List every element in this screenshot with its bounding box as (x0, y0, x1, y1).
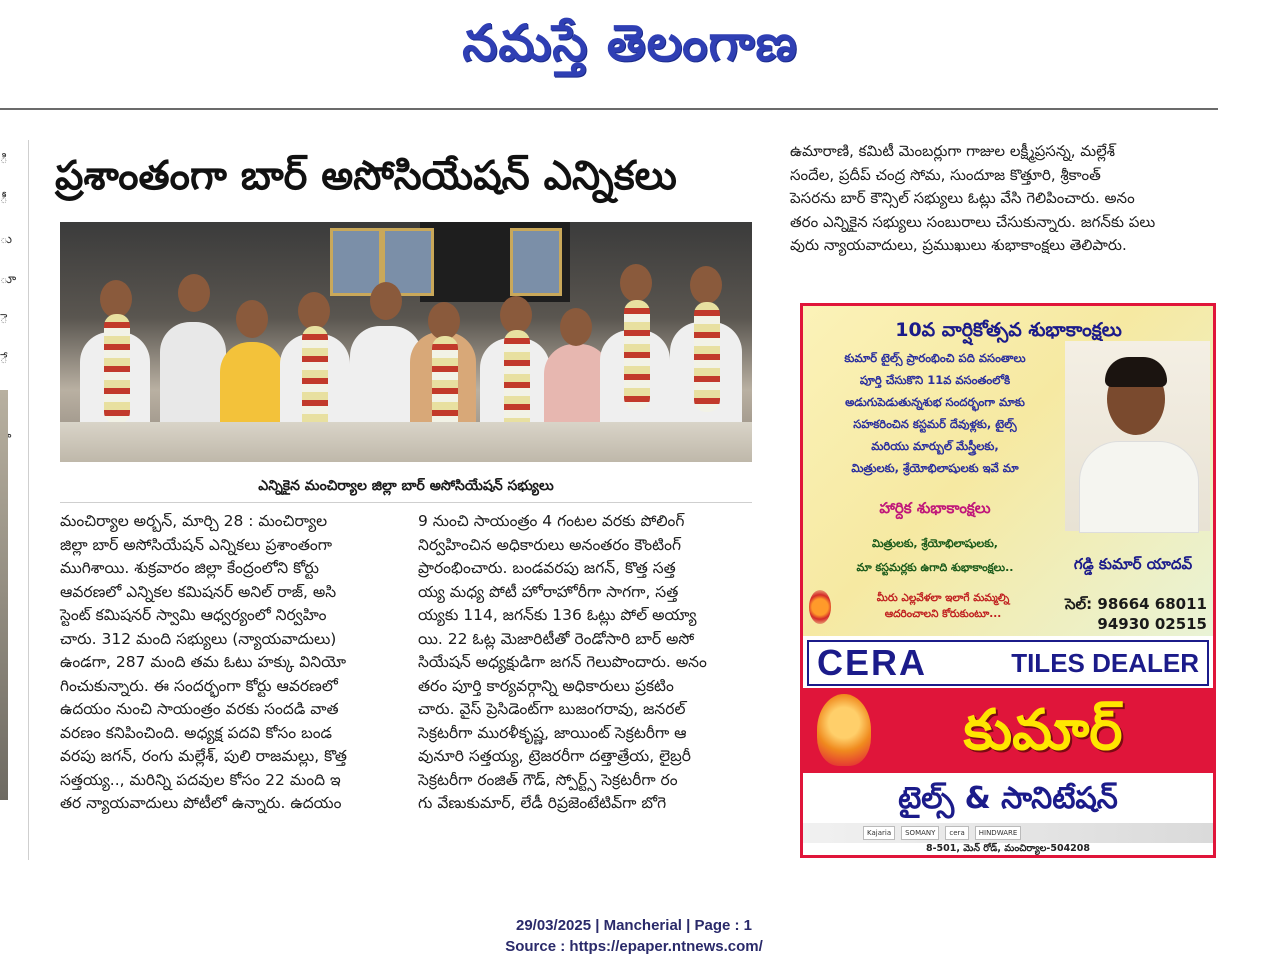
edge-char: ి (0, 152, 8, 167)
text-line: ఆవరణలో ఎన్నికల కమిషనర్ అనిల్ రాజ్, అసి (60, 582, 337, 601)
text-line: సియేషన్ అధ్యక్షుడిగా జగన్ గెలుపొందారు. అనం (418, 653, 707, 671)
text-line: తరం ఎన్నికైన సభ్యులు సంబురాలు చేసుకున్నారు. జగన్‌కు పలు (790, 212, 1156, 231)
text-line: 9 నుంచి సాయంత్రం 4 గంటల వరకు పోలింగ్ (418, 512, 685, 530)
newspaper-logo: నమస్తే తెలంగాణ (462, 14, 798, 72)
brand-logo: cera (945, 826, 968, 840)
brand-logo: Kajaria (863, 826, 895, 840)
text-line: యి. 22 ఓట్ల మెజారిటీతో రెండోసారి బార్ అసో (418, 629, 695, 648)
ad-friends-line: మా కస్టమర్లకు ఉగాది శుభాకాంక్షలు.. (856, 561, 1014, 574)
ad-phone-1: సెల్: 98664 68011 (1065, 595, 1207, 613)
text-line: సెక్రటరీగా మురళీకృష్ణ, జాయింట్ సెక్రటరీగా ఆ (418, 723, 687, 742)
ad-proprietor-name: గడ్డి కుమార్ యాదవ్ (1073, 555, 1193, 573)
ad-cera-banner (807, 640, 1209, 686)
text-line: జిల్లా బార్ అసోసియేషన్ ఎన్నికలు ప్రశాంతంగా (60, 535, 333, 554)
photo-face (690, 266, 722, 304)
photo-face (428, 302, 460, 340)
edge-char: ీ (0, 192, 8, 207)
article-headline: ప్రశాంతంగా బార్ అసోసియేషన్ ఎన్నికలు (55, 153, 677, 199)
text-line: పెసరను బార్ కౌన్సిల్ సభ్యులు ఓట్లు వేసి గెలిపించారు. అనం (790, 189, 1135, 207)
edge-char: ు (0, 232, 13, 247)
text-line: తర న్యాయవాదులు పోటీలో ఉన్నారు. ఉదయం (60, 794, 342, 812)
text-line: వురు న్యాయవాదులు, ప్రముఖులు శుభాకాంక్షలు తెలిపారు. (790, 236, 1127, 254)
photo-face (100, 280, 132, 318)
ad-portrait (1065, 341, 1210, 531)
masthead (0, 0, 1218, 110)
cera-brand: CERA (817, 642, 928, 683)
text-line: మంచిర్యాల అర్బన్, మార్చి 28 : మంచిర్యాల (60, 512, 328, 530)
ad-text-line: సహకరించిన కస్టమర్ దేవుళ్లకు, టైల్స్ (853, 417, 1017, 431)
ad-shop-name-banner (803, 688, 1213, 773)
text-line: చారు. 312 మంది సభ్యులు (న్యాయవాదులు) (60, 629, 337, 648)
ad-phone-2: 94930 02515 (1097, 615, 1207, 633)
article-continuation (790, 140, 1220, 258)
text-line: య్యకు 114, జగన్‌కు 136 ఓట్లు పోల్ అయ్యా (418, 606, 697, 624)
text-line: నిర్వహించిన అధికారులు అనంతరం కౌంటింగ్ (418, 535, 681, 554)
photo-garland (624, 300, 650, 410)
ad-wish-line: మీరు ఎల్లవేళలా ఇలాగే మమ్మల్ని (876, 592, 1010, 604)
text-line: గించుకున్నారు. ఈ సందర్భంగా కోర్టు ఆవరణలో (60, 676, 338, 695)
ad-title: 10వ వార్షికోత్సవ శుభాకాంక్షలు (895, 319, 1122, 341)
text-line: సెక్రటరీగా రంజిత్ గౌడ్, స్పోర్ట్స్ సెక్రటరీగా రం (418, 770, 678, 789)
text-line: ప్రారంభించారు. బండవరపు జగన్, కొత్త సత్త (418, 559, 676, 577)
portrait-hair (1105, 357, 1167, 387)
brand-logo: HINDWARE (975, 826, 1022, 840)
photo-face (370, 282, 402, 320)
photo-portrait-frame (510, 228, 562, 296)
ad-text-line: మరియు మార్బుల్ మేస్త్రీలకు, (871, 439, 999, 453)
text-line: చారు. వైస్ ప్రెసిడెంట్‌గా బుజంగరావు, జనరల్ (418, 700, 686, 718)
ganesha-icon (817, 694, 871, 766)
text-line: య్య మధ్య పోటీ హోరాహోరీగా సాగగా, సత్త (418, 582, 679, 601)
photo-garland (302, 326, 328, 436)
photo-face (298, 292, 330, 330)
photo-face (560, 308, 592, 346)
portrait-body (1079, 441, 1199, 533)
photo-face (500, 296, 532, 334)
ad-address: 8-501, మెన్ రోడ్, మంచిర్యాల-504208 (925, 843, 1091, 854)
photo-garland (694, 302, 720, 412)
text-line: ఉదయం నుంచి సాయంత్రం వరకు సందడి వాత (60, 700, 339, 718)
photo-caption: ఎన్నికైన మంచిర్యాల జిల్లా బార్ అసోసియేషన్ సభ్యులు (60, 470, 752, 503)
edge-char: ె (0, 312, 8, 327)
ad-wish-line: ఆదరించాలని కోరుకుంటూ... (884, 608, 1002, 620)
photo-face (178, 274, 210, 312)
ad-shop-tagline: టైల్స్ & సానిటేషన్ (803, 773, 1213, 825)
column-rule (28, 140, 29, 860)
ad-text-line: పూర్తి చేసుకొని 11వ వసంతంలోకి (859, 373, 1011, 387)
ad-greeting: హార్దిక శుభాకాంక్షలు (879, 499, 991, 517)
brand-logo: SOMANY (901, 826, 939, 840)
photo-garland (104, 314, 130, 424)
photo-table (60, 422, 752, 462)
cera-dealer-label: TILES DEALER (1011, 648, 1199, 678)
text-line: గు వేణుకుమార్, లేడీ రిప్రజెంటేటివ్‌గా బోగె (418, 794, 667, 812)
text-line: స్టెంట్ కమిషనర్ స్వామి ఆధ్వర్యంలో నిర్వహిం (60, 606, 327, 624)
text-line: సత్తయ్య.., మరిన్ని పదవుల కోసం 22 మంది ఇ (60, 770, 341, 789)
footer-edition: 29/03/2025 | Mancherial | Page : 1 (515, 917, 753, 934)
page-footer (0, 915, 1268, 957)
ad-wish (833, 590, 1053, 622)
text-line: ఉమారాణి, కమిటీ మెంబర్లుగా గాజుల లక్ష్మీప్రసన్న, మల్లేశ్ (790, 142, 1116, 160)
adjacent-photo-edge (0, 390, 8, 800)
ad-brand-strip (803, 823, 1213, 843)
text-line: తరం పూర్తి కార్యవర్గాన్ని అధికారులు ప్రకటిం (418, 676, 674, 695)
photo-portrait-frame (330, 228, 382, 296)
ad-friends-line: మిత్రులకు, శ్రేయోభిలాషులకు, (872, 537, 998, 550)
ad-text-line: అడుగుపెడుతున్నశుభ సందర్భంగా మాకు (845, 395, 1025, 409)
footer-source-link[interactable]: Source : https://epaper.ntnews.com/ (505, 938, 763, 955)
text-line: సందేల, ప్రదీప్ చంద్ర సోమ, సుందూజ కొత్తూరి, శ్రీకాంత్ (790, 165, 1101, 184)
edge-char: ూ (0, 272, 17, 287)
advertisement (800, 303, 1216, 858)
text-line: ముగిశాయి. శుక్రవారం జిల్లా కేంద్రంలోని కోర్టు (60, 559, 319, 577)
flower-icon (809, 590, 831, 624)
ad-text-line: కుమార్ టైల్స్ ప్రారంభించి పది వసంతాలు (844, 351, 1026, 365)
text-line: వునూరి సత్తయ్య, ట్రెజరరీగా దత్తాత్రేయ, లైబ్రరీ (418, 747, 691, 765)
ad-text-line: మిత్రులకు, శ్రేయోభిలాషులకు ఇవే మా (851, 461, 1019, 475)
group-photo (60, 222, 752, 462)
photo-face (620, 264, 652, 302)
text-line: ఉండగా, 287 మంది తమ ఓటు హక్కు వినియో (60, 653, 347, 671)
photo-face (236, 300, 268, 338)
edge-char: ే (0, 352, 8, 367)
article-column-1 (60, 510, 395, 816)
text-line: వరణం కనిపించింది. అధ్యక్ష పదవి కోసం బండ (60, 723, 333, 742)
text-line: వరపు జగన్, రంగు మల్లేశ్, పులి రాజమల్లు, కొత్త (60, 747, 347, 765)
ad-shop-name: కుమార్ (963, 698, 1123, 763)
article-column-2 (418, 510, 753, 816)
